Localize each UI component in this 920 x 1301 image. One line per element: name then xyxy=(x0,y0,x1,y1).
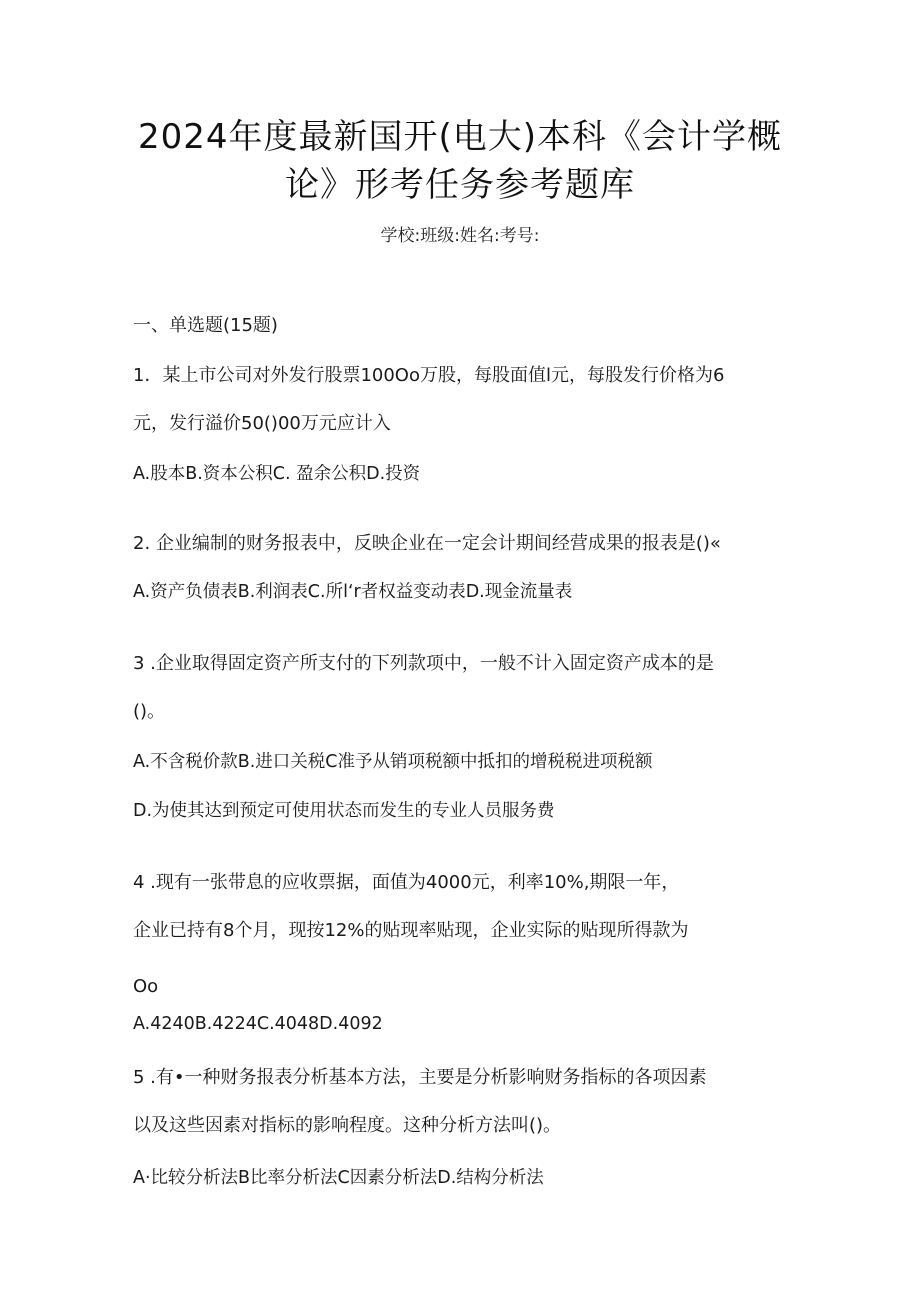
question-4-line-2: 企业已持有8个月，现按12%的贴现率贴现，企业实际的贴现所得款为 xyxy=(133,920,689,941)
question-2-options: A.资产负债表B.利润表C.所l‘r者权益变动表D.现金流量表 xyxy=(133,582,573,602)
document-title-line2: 论》形考任务参考题库 xyxy=(285,165,635,205)
section-heading: 一、单选题(15题) xyxy=(133,315,278,336)
question-1-line-1: 1．某上市公司对外发行股票100Oo万股，每股面值l元，每股发行价格为6 xyxy=(133,365,725,386)
question-3-option-line-1: A.不含税价款B.进口关税C准予从销项税额中抵扣的增税税进项税额 xyxy=(133,752,653,772)
question-3-line-2: ()。 xyxy=(133,701,166,722)
question-4-line-3: Oo xyxy=(133,976,159,997)
question-1-line-2: 元，发行溢价50()00万元应计入 xyxy=(133,413,391,434)
question-5-line-2: 以及这些因素对指标的影响程度。这种分析方法叫()。 xyxy=(133,1115,562,1136)
student-info-line: 学校:班级:姓名:考号: xyxy=(380,226,540,246)
question-4-options: A.4240B.4224C.4048D.4092 xyxy=(133,1014,383,1034)
question-4-line-1: 4 .现有一张带息的应收票据，面值为4000元，利率10%,期限一年， xyxy=(133,872,680,893)
question-1-options: A.股本B.资本公积C. 盈余公积D.投资 xyxy=(133,464,421,484)
question-5-line-1: 5 .有•一种财务报表分析基本方法，主要是分析影响财务指标的各项因素 xyxy=(133,1067,707,1088)
question-5-options: A·比较分析法B比率分析法C因素分析法D.结构分析法 xyxy=(133,1168,544,1188)
question-3-line-1: 3 .企业取得固定资产所支付的下列款项中，一般不计入固定资产成本的是 xyxy=(133,653,714,674)
document-title-line1: 2024年度最新国开(电大)本科《会计学概 xyxy=(137,117,783,157)
question-3-option-line-2: D.为使其达到预定可使用状态而发生的专业人员服务费 xyxy=(133,801,555,821)
question-2-line-1: 2. 企业编制的财务报表中，反映企业在一定会计期间经营成果的报表是()« xyxy=(133,533,721,554)
